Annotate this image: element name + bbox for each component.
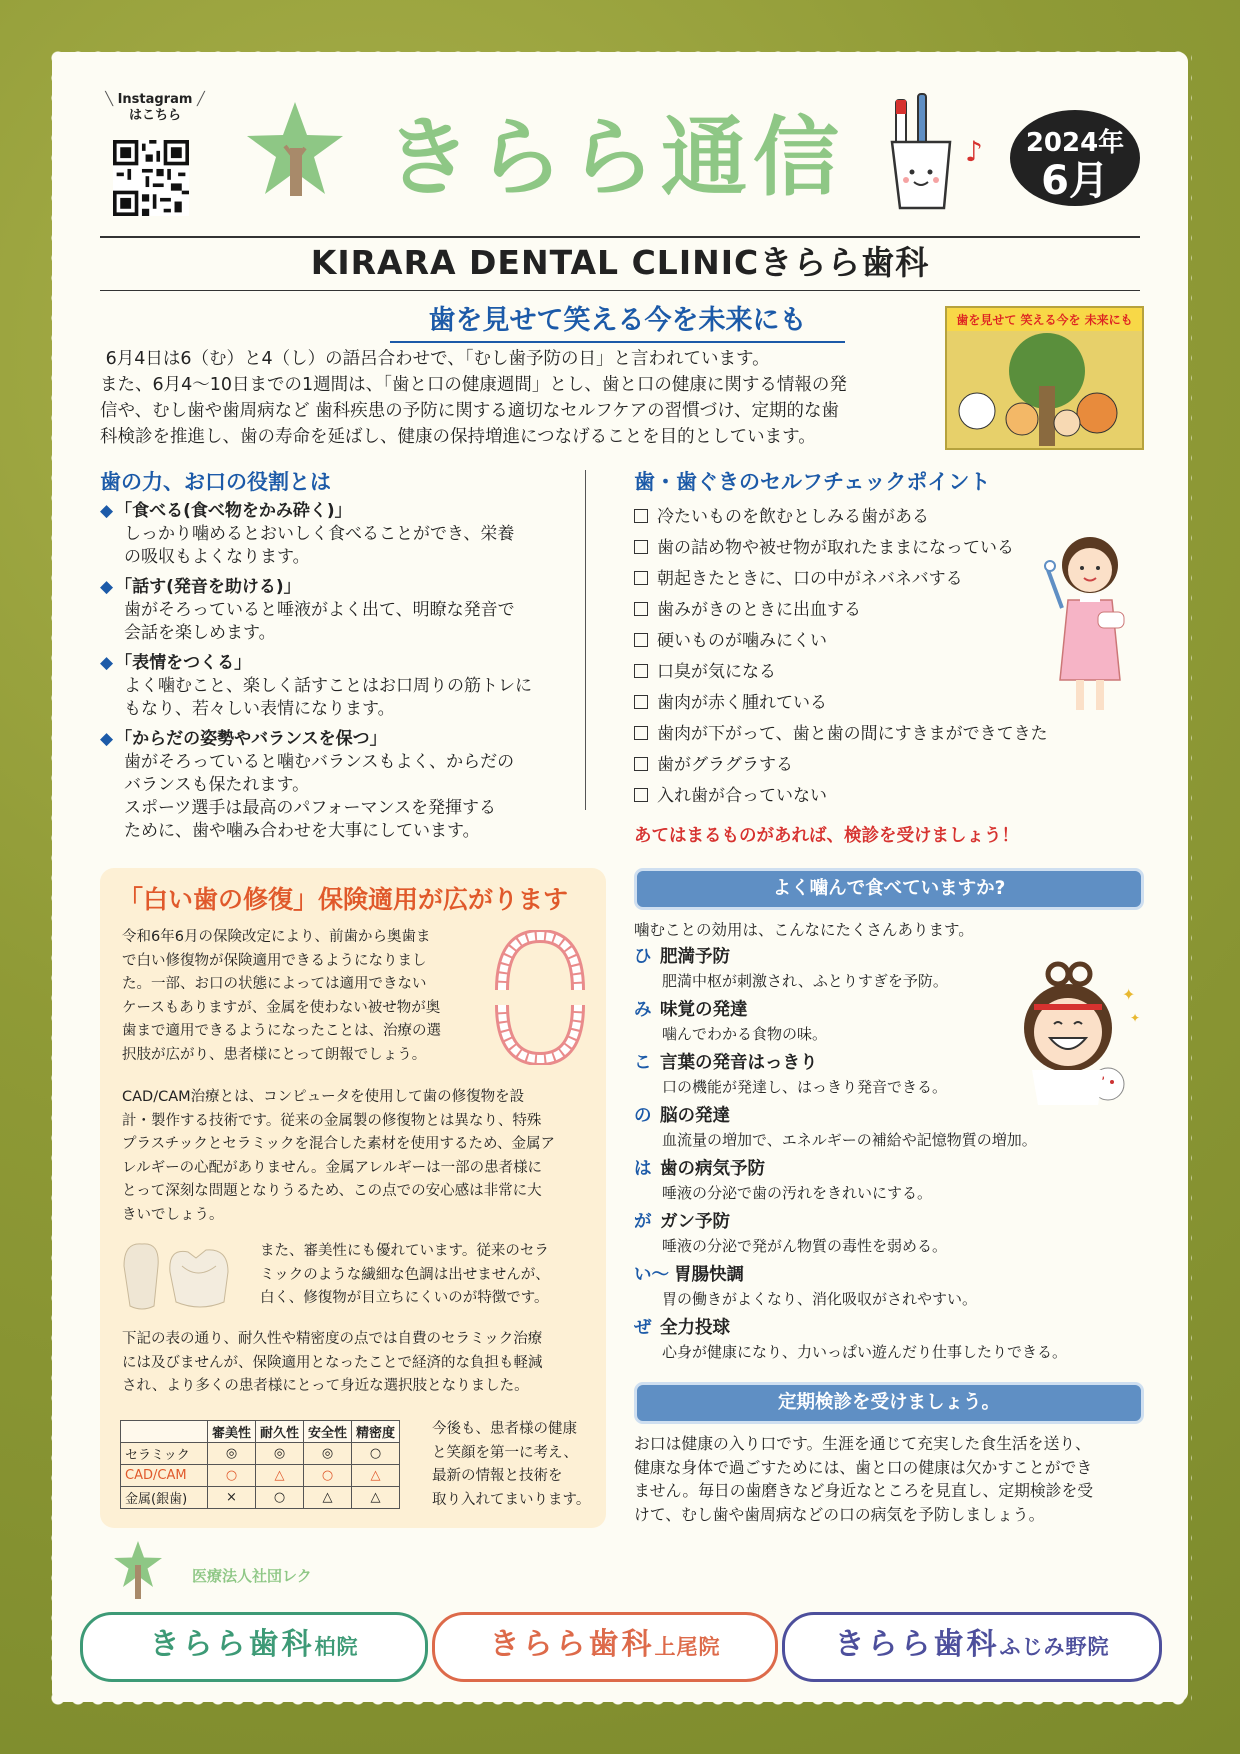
toothbrush-cup-icon [888, 92, 958, 212]
checkup-banner: 定期検診を受けましょう。 [634, 1382, 1144, 1424]
checklist-item: 歯肉が赤く腫れている [634, 688, 1104, 719]
crown-restoration-icon [118, 1236, 246, 1314]
dental-week-poster: 歯を見せて 笑える今を 未来にも [945, 306, 1144, 450]
clinic-fujimino-link[interactable]: きらら歯科ふじみ野院 [782, 1612, 1162, 1682]
benefit-item: み 味覚の発達 噛んでわかる食物の味。 [634, 1000, 828, 1043]
checklist-item: 歯の詰め物や被せ物が取れたままになっている [634, 533, 1104, 564]
benefit-item: ぜ 全力投球 心身が健康になり、力いっぱい遊んだり仕事したりできる。 [634, 1318, 1068, 1361]
checklist-item: 冷たいものを飲むとしみる歯がある [634, 502, 1104, 533]
checklist-item: 歯みがきのときに出血する [634, 595, 1104, 626]
benefit-item: こ 言葉の発音はっきり 口の機能が発達し、はっきり発音できる。 [634, 1053, 948, 1096]
checkbox-icon [634, 788, 648, 802]
tree-logo-icon [243, 100, 347, 200]
table-row: セラミック ◎ ◎ ◎ ○ [121, 1443, 400, 1465]
cadcam-paragraph: CAD/CAM治療とは、コンピュータを使用して歯の修復物を設 計・製作する技術です。従来の金属製の修復物とは異なり、特殊 プラスチックとセラミックを混合した素材を使用するため、金属ア レルギーの心配がありません。金属アレルギーは一部の患者様に とって深刻な問題となりうるため、この点での安心感は非常に大 きいでしょう。 [122, 1089, 555, 1223]
clinic-ageo-link[interactable]: きらら歯科上尾院 [432, 1612, 778, 1682]
checkbox-icon [634, 695, 648, 709]
dental-arch-icon [490, 930, 590, 1065]
selfcheck-list [634, 502, 1104, 812]
checkbox-icon [634, 664, 648, 678]
comparison-paragraph: 下記の表の通り、耐久性や精密度の点では自費のセラミック治療 には及びませんが、保険適用となったことで経済的な負担も軽減 され、より多くの患者様にとって身近な選択肢となりました。 [122, 1331, 543, 1394]
white-teeth-title: 「白い歯の修復」保険適用が広がります [118, 885, 569, 914]
divider [100, 236, 1140, 238]
roles-heading: 歯の力、お口の役割とは [100, 470, 331, 494]
benefit-item: が ガン予防 唾液の分泌で発がん物質の毒性を弱める。 [634, 1212, 948, 1255]
qr-code-icon[interactable] [113, 140, 189, 216]
checkup-paragraph: お口は健康の入り口です。生涯を通じて充実した食生活を送り、 健康な身体で過ごすためには、歯と口の健康は欠かすことができ ません。毎日の歯磨きなど身近なところを見直し、定期検診を受 けて、むし歯や歯周病などの口の病気を予防しましょう。 [634, 1434, 1094, 1524]
checklist-item: 歯肉が下がって、歯と歯の間にすきまができてきた [634, 719, 1104, 750]
table-row: 金属(銀歯) × ○ △ △ [121, 1487, 400, 1509]
role-item: ◆ 「話す(発音を助ける)」 歯がそろっていると唾液がよく出て、明瞭な発音で 会話を楽しめます。 [100, 576, 570, 645]
checkbox-icon [634, 571, 648, 585]
checklist-item: 入れ歯が合っていない [634, 781, 1104, 812]
clinic-name: KIRARA DENTAL CLINICきらら歯科 [310, 243, 930, 282]
instagram-label: ╲ Instagram ╱ はこちら [105, 92, 205, 123]
chewing-banner: よく噛んで食べていますか? [634, 868, 1144, 910]
dental-hygienist-illustration [1040, 530, 1140, 715]
comparison-table [120, 1420, 400, 1509]
benefit-item: の 脳の発達 血流量の増加で、エネルギーの補給や記憶物質の増加。 [634, 1106, 1037, 1149]
checklist-item: 硬いものが噛みにくい [634, 626, 1104, 657]
role-item: ◆ 「表情をつくる」 よく噛むこと、楽しく話すことはお口周りの筋トレに もなり、若々しい表情になります。 [100, 652, 570, 721]
tree-logo-icon [113, 1540, 163, 1600]
corporation-name: 医療法人社団レク [192, 1567, 312, 1585]
headline: 歯を見せて笑える今を未来にも [390, 298, 845, 343]
chewing-intro: 噛むことの効用は、こんなにたくさんあります。 [634, 921, 974, 939]
checkbox-icon [634, 757, 648, 771]
checkbox-icon [634, 726, 648, 740]
checklist-item: 朝起きたときに、口の中がネバネバする [634, 564, 1104, 595]
selfcheck-heading: 歯・歯ぐきのセルフチェックポイント [634, 470, 991, 494]
role-item: ◆ 「食べる(食べ物をかみ砕く)」 しっかり噛めるとおいしく食べることができ、栄養 の吸収もよくなります。 [100, 500, 570, 569]
checkbox-icon [634, 540, 648, 554]
checklist-item: 歯がグラグラする [634, 750, 1104, 781]
divider [100, 290, 1140, 291]
checkbox-icon [634, 602, 648, 616]
benefit-item: ひ 肥満予防 肥満中枢が刺激され、ふとりすぎを予防。 [634, 947, 948, 990]
checkbox-icon [634, 633, 648, 647]
benefit-item: い〜 胃腸快調 胃の働きがよくなり、消化吸収がされやすい。 [634, 1265, 978, 1308]
smiling-girl-illustration [1018, 960, 1148, 1105]
intro-text: 6月4日は6（む）と4（し）の語呂合わせで、「むし歯予防の日」と言われています。 また、6月4〜10日までの1週間は、「歯と口の健康週間」とし、歯と口の健康に関する情報の発 信や、むし歯や歯周病など 歯科疾患の予防に関する適切なセルフケアの習慣づけ、定期的な歯 科検診を推進し、歯の寿命を延ばし、健康の保持増進につなげることを目的としています。 [100, 349, 847, 447]
white-teeth-paragraph: 令和6年6月の保険改定により、前歯から奥歯ま で白い修復物が保険適用できるようになりまし た。一部、お口の状態によっては適用できない ケースもありますが、金属を使わない被せ物が奥 歯まで適用できるようになったことは、治療の選 択肢が広がり、患者様にとって朗報でしょう。 [122, 929, 441, 1063]
table-header-row: 審美性 耐久性 安全性 精密度 [121, 1421, 400, 1443]
table-row: CAD/CAM ○ △ ○ △ [121, 1465, 400, 1487]
svg-text:✦: ✦ [1130, 1011, 1141, 1025]
newsletter-title: きらら通信 [385, 108, 845, 208]
music-note-icon: ♪ [965, 135, 983, 168]
closing-paragraph: 今後も、患者様の健康 と笑顔を第一に考え、 最新の情報と技術を 取り入れてまいります。 [432, 1421, 591, 1508]
clinic-kashiwa-link[interactable]: きらら歯科柏院 [80, 1612, 428, 1682]
benefit-item: は 歯の病気予防 唾液の分泌で歯の汚れをきれいにする。 [634, 1159, 933, 1202]
role-item: ◆ 「からだの姿勢やバランスを保つ」 歯がそろっていると噛むバランスもよく、からだの バランスも保たれます。 スポーツ選手は最高のパフォーマンスを発揮する ために、歯や噛み合わせを大事にしています。 [100, 728, 570, 843]
checkbox-icon [634, 509, 648, 523]
issue-date-badge: 2024年 6月 [1010, 110, 1140, 206]
svg-text:✦: ✦ [1122, 985, 1136, 1004]
roles-list [100, 500, 570, 850]
checklist-item: 口臭が気になる [634, 657, 1104, 688]
aesthetics-paragraph: また、審美性にも優れています。従来のセラ ミックのような繊細な色調は出せませんが、 白く、修復物が目立ちにくいのが特徴です。 [260, 1243, 550, 1306]
checkup-callout: あてはまるものがあれば、検診を受けましょう！ [634, 826, 1019, 846]
column-divider [585, 470, 586, 810]
